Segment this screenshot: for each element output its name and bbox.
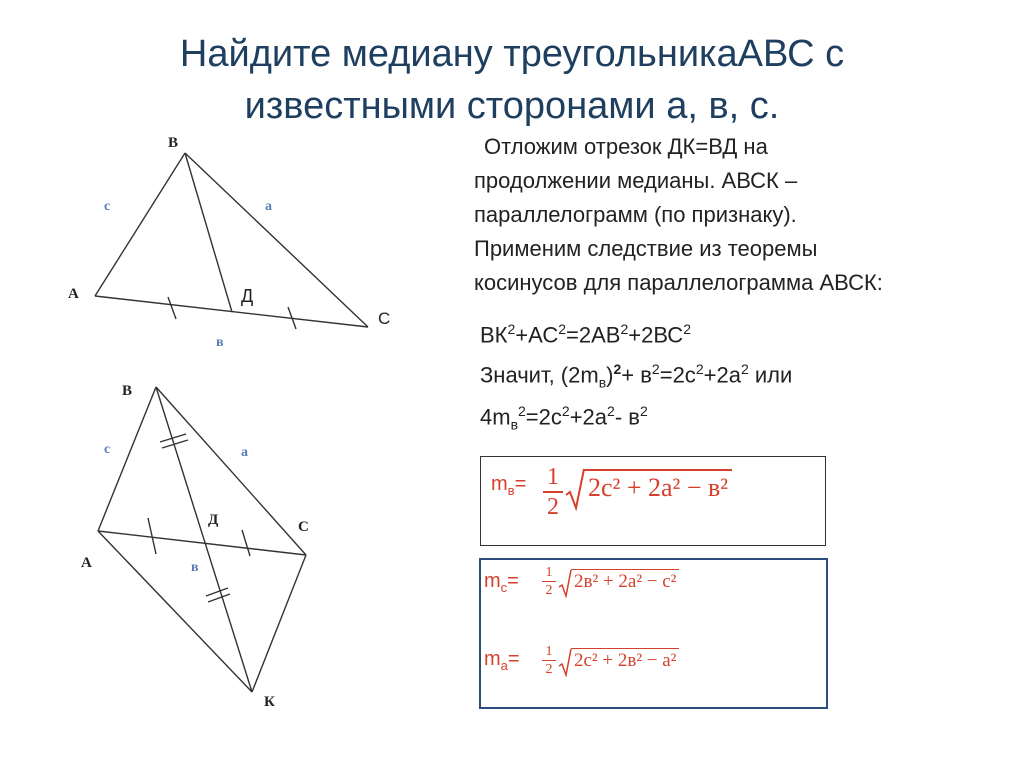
formula-power: 2 — [518, 403, 526, 419]
label-a: А — [81, 555, 92, 571]
parallelogram-figure — [60, 370, 360, 720]
fraction-numerator: 1 — [547, 464, 559, 490]
tick-dk-1 — [206, 588, 228, 596]
side-ak — [98, 531, 252, 692]
formula-power: 2 — [620, 321, 629, 337]
formula-term: +2а — [569, 404, 608, 430]
formula-power: 2 — [740, 361, 749, 377]
triangle-figure — [60, 125, 420, 355]
label-d: Д — [208, 512, 219, 528]
label-k: К — [264, 694, 275, 710]
label-b: В — [168, 135, 179, 151]
equals-sign: = — [514, 473, 527, 495]
explanation — [474, 130, 1014, 300]
explanation-line-4: Применим следствие из теоремы — [474, 236, 818, 261]
fraction-half — [543, 463, 563, 521]
fraction-denominator: 2 — [543, 491, 563, 521]
median-a-label — [484, 648, 520, 673]
formula-term: ) — [606, 362, 614, 388]
formula-power: 2 — [683, 321, 691, 337]
formula-result — [480, 396, 648, 440]
label-c: С — [298, 519, 309, 535]
median-b-label — [491, 473, 526, 498]
formula-power: 2 — [561, 403, 570, 419]
median-c-a-formula-box — [479, 558, 828, 709]
side-bc — [156, 387, 306, 555]
formula-term: или — [748, 362, 793, 388]
fraction-denominator: 2 — [542, 660, 556, 678]
title-line-2: известными сторонами а, в, с. — [244, 85, 780, 127]
formula-subscript: в — [510, 416, 518, 433]
formula-term: =2с — [659, 362, 696, 388]
tick-dk-2 — [208, 594, 230, 602]
radicand: 2c² + 2a² − в² — [584, 469, 732, 505]
median-c-label — [484, 570, 519, 595]
side-ab — [98, 387, 156, 531]
formula-term: 4m — [480, 404, 511, 430]
formula-term: =2АВ — [566, 322, 621, 348]
formula-power: 2 — [558, 321, 567, 337]
formula-term: +АС — [515, 322, 559, 348]
median-symbol: m — [491, 473, 508, 495]
label-c: С — [378, 309, 391, 328]
equals-sign: = — [507, 570, 519, 592]
label-side-b: в — [191, 560, 199, 575]
radical-sign — [558, 647, 572, 677]
fraction-half — [542, 564, 556, 599]
explanation-line-1: Отложим отрезок ДК=ВД на — [484, 134, 768, 159]
median-symbol: m — [484, 570, 501, 592]
label-side-a: а — [265, 199, 272, 214]
equals-sign: = — [507, 648, 520, 670]
median-bd — [185, 153, 232, 312]
formula-power: 2 — [651, 361, 660, 377]
fraction-numerator: 1 — [545, 565, 553, 580]
formula-term: - в — [614, 404, 640, 430]
tick-dc — [242, 530, 250, 556]
label-side-c: с — [104, 199, 111, 214]
tick-ad — [148, 518, 156, 554]
explanation-line-5: косинусов для параллелограмма АВСК: — [474, 270, 883, 295]
formula-term: =2с — [525, 404, 562, 430]
tick-ad — [168, 297, 176, 319]
side-bc — [185, 153, 368, 327]
label-b: В — [122, 383, 133, 399]
page-title — [0, 28, 1024, 132]
radicand: 2c² + 2в² − a² — [571, 648, 679, 673]
formula-term: +2а — [703, 362, 741, 388]
label-side-c: с — [104, 442, 111, 457]
explanation-line-3: параллелограмм (по признаку). — [474, 202, 797, 227]
fraction-denominator: 2 — [542, 581, 556, 599]
label-side-a: а — [241, 445, 248, 460]
radical-sign — [565, 467, 585, 511]
formula-parallelogram — [480, 314, 691, 350]
radical-sign — [558, 568, 572, 598]
median-subscript: в — [507, 483, 515, 498]
side-ck — [252, 555, 306, 692]
formula-power: 2 — [507, 321, 516, 337]
formula-substitution — [480, 354, 792, 398]
median-b-formula-box — [480, 456, 826, 546]
radicand: 2в² + 2a² − c² — [571, 569, 679, 594]
explanation-line-2: продолжении медианы. АВСК – — [474, 168, 798, 193]
side-ab — [95, 153, 185, 296]
title-line-1: Найдите медиану треугольникаАВС с — [179, 33, 845, 75]
label-a: А — [68, 286, 79, 302]
label-side-b: в — [216, 335, 224, 350]
fraction-half — [542, 643, 556, 678]
formula-power: 2 — [639, 403, 648, 419]
fraction-numerator: 1 — [545, 644, 553, 659]
formula-subscript: в — [598, 374, 607, 391]
formula-term: ВК — [480, 322, 508, 348]
formula-power: 2 — [695, 361, 704, 377]
formula-power: 2 — [613, 361, 622, 377]
formula-term: + в — [621, 362, 652, 388]
median-symbol: m — [484, 648, 501, 670]
median-subscript: c — [500, 580, 508, 595]
formula-term: +2ВС — [628, 322, 684, 348]
formula-term: Значит, (2m — [480, 362, 599, 388]
median-subscript: a — [500, 658, 508, 673]
formula-power: 2 — [607, 403, 615, 419]
label-d: Д — [241, 286, 254, 306]
